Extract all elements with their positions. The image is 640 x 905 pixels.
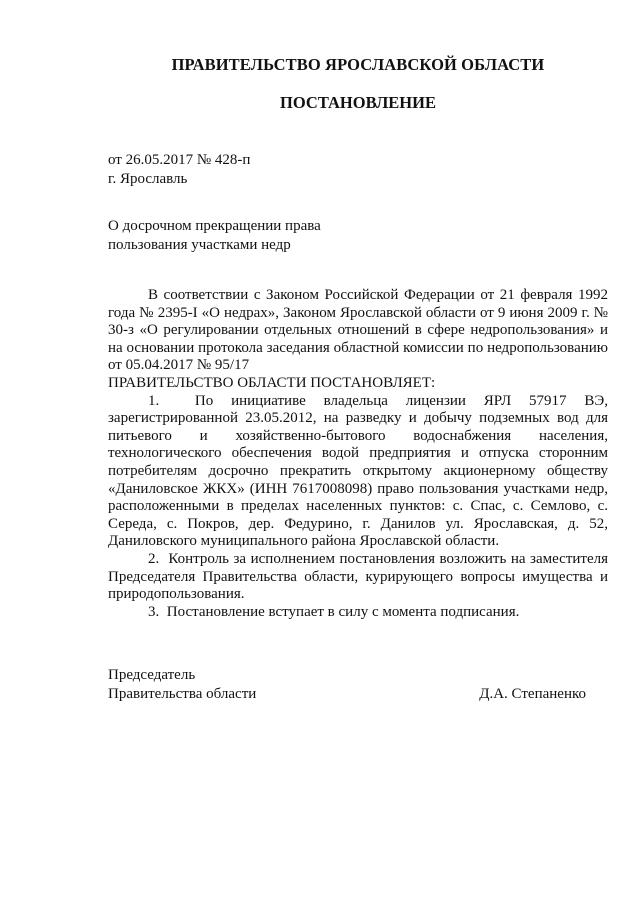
- signature-row: [108, 685, 586, 704]
- city: г. Ярославль: [108, 171, 188, 187]
- document-body: [108, 287, 608, 621]
- signature-title-2: Правительства области: [108, 686, 257, 702]
- document-meta: [108, 151, 250, 189]
- item-number: 3.: [148, 603, 160, 620]
- subject-line-2: пользования участками недр: [108, 237, 291, 253]
- government-title: ПРАВИТЕЛЬСТВО ЯРОСЛАВСКОЙ ОБЛАСТИ: [171, 55, 545, 74]
- signer-name: Д.А. Степаненко: [479, 686, 586, 702]
- preamble: В соответствии с Законом Российской Федерации от 21 февраля 1992 года № 2395-I «О недрах», Законом Ярославской области от 9 июня 2009 г. № 30-з «О регулировании отдельных отношений в сфере недропользования» и на основании протокола заседания областной комиссии по недропользованию от 05.04.2017 № 95/17: [108, 287, 608, 374]
- item-3: [108, 604, 608, 622]
- item-text: По инициативе владельца лицензии ЯРЛ 57917 ВЭ, зарегистрированной 23.05.2012, на разведку и добычу подземных вод для питьевого и хозяйственно-бытового водоснабжения населения, технологического обеспечения водой предприятия и отпуска сторонним потребителям досрочно прекратить открытому акционерному обществу «Даниловское ЖКХ» (ИНН 7617008098) право пользования участками недр, расположенными в пределах населенных пунктов: с. Спас, с. Семлово, с. Середа, с. Покров, дер. Федурино, г. Данилов ул. Ярославская, д. 52, Даниловского муниципального района Ярославской области.: [108, 392, 608, 550]
- item-text: Постановление вступает в силу с момента подписания.: [166, 603, 520, 620]
- subject-line-1: О досрочном прекращении права: [108, 218, 321, 234]
- item-number: 2.: [148, 550, 160, 567]
- document-subject: [108, 217, 321, 255]
- document-type: ПОСТАНОВЛЕНИЕ: [280, 93, 436, 112]
- signature-title-1: Председатель: [108, 667, 196, 683]
- item-1: [108, 393, 608, 551]
- item-2: [108, 551, 608, 604]
- item-text: Контроль за исполнением постановления возложить на заместителя Председателя Правительства области, курирующего вопросы имущества и природопользования.: [108, 550, 608, 603]
- decree-heading: ПРАВИТЕЛЬСТВО ОБЛАСТИ ПОСТАНОВЛЯЕТ:: [108, 374, 436, 391]
- signature-block: [108, 666, 586, 704]
- item-number: 1.: [148, 392, 160, 409]
- date-number: от 26.05.2017 № 428-п: [108, 152, 251, 168]
